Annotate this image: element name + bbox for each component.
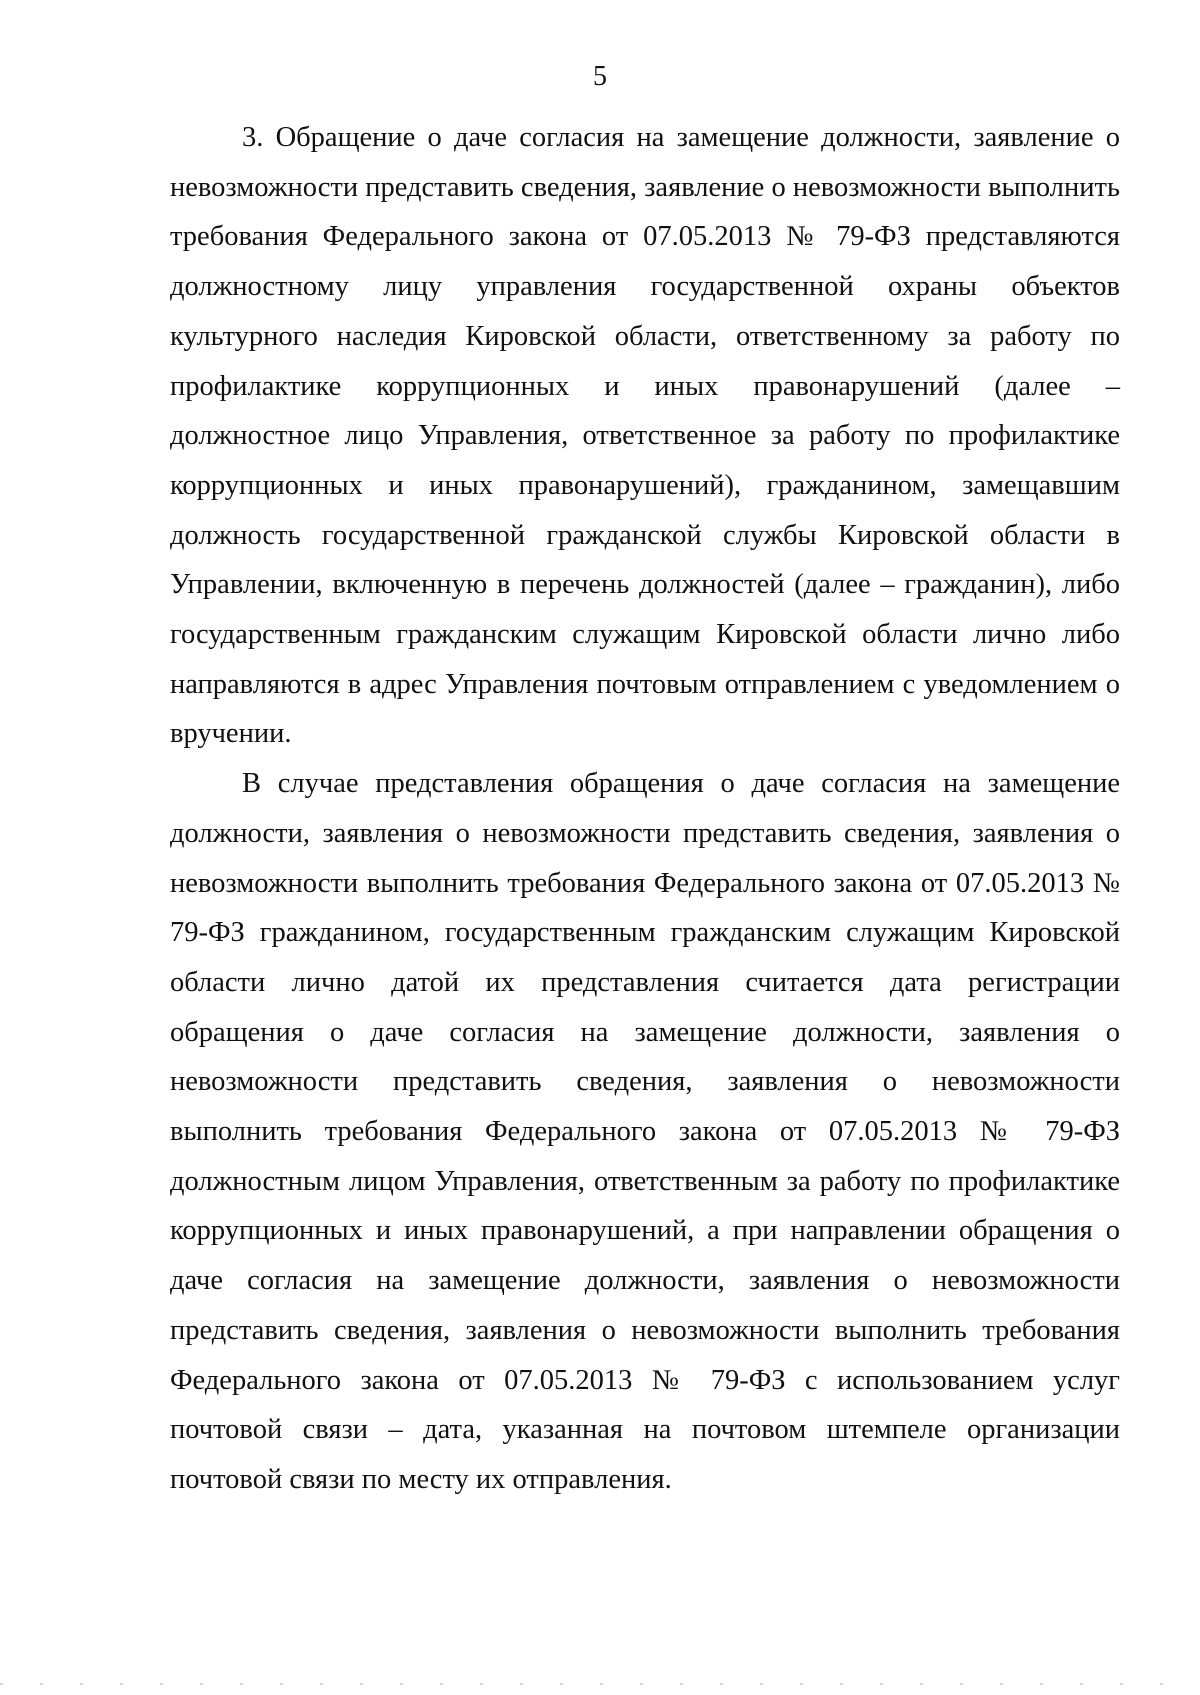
paragraph-clause-3: 3. Обращение о даче согласия на замещение должности, заявление о невозможности представить сведения, заявление о невозможности выполнить требования Федерального закона от 07.05.2013 № 79-ФЗ представляются должностному лицу управления государственной охраны объектов культурного наследия Кировской области, ответственному за работу по профилактике коррупционных и иных правонарушений (далее – должностное лицо Управления, ответственное за работу по профилактике коррупционных и иных правонарушений), гражданином, замещавшим должность государственной гражданской службы Кировской области в Управлении, включенную в перечень должностей (далее – гражданин), либо государственным гражданским служащим Кировской области лично либо направляются в адрес Управления почтовым отправлением с уведомлением о вручении.: [170, 122, 1120, 750]
document-body: [170, 113, 1120, 1505]
page-number: 5: [593, 61, 607, 92]
scan-edge-artifact: [0, 1683, 1200, 1685]
paragraph-submission-date: В случае представления обращения о даче согласия на замещение должности, заявления о невозможности представить сведения, заявления о невозможности выполнить требования Федерального закона от 07.05.2013 № 79-ФЗ гражданином, государственным гражданским служащим Кировской области лично датой их представления считается дата регистрации обращения о даче согласия на замещение должности, заявления о невозможности представить сведения, заявления о невозможности выполнить требования Федерального закона от 07.05.2013 № 79-ФЗ должностным лицом Управления, ответственным за работу по профилактике коррупционных и иных правонарушений, а при направлении обращения о даче согласия на замещение должности, заявления о невозможности представить сведения, заявления о невозможности выполнить требования Федерального закона от 07.05.2013 № 79-ФЗ с использованием услуг почтовой связи – дата, указанная на почтовом штемпеле организации почтовой связи по месту их отправления.: [170, 768, 1120, 1495]
